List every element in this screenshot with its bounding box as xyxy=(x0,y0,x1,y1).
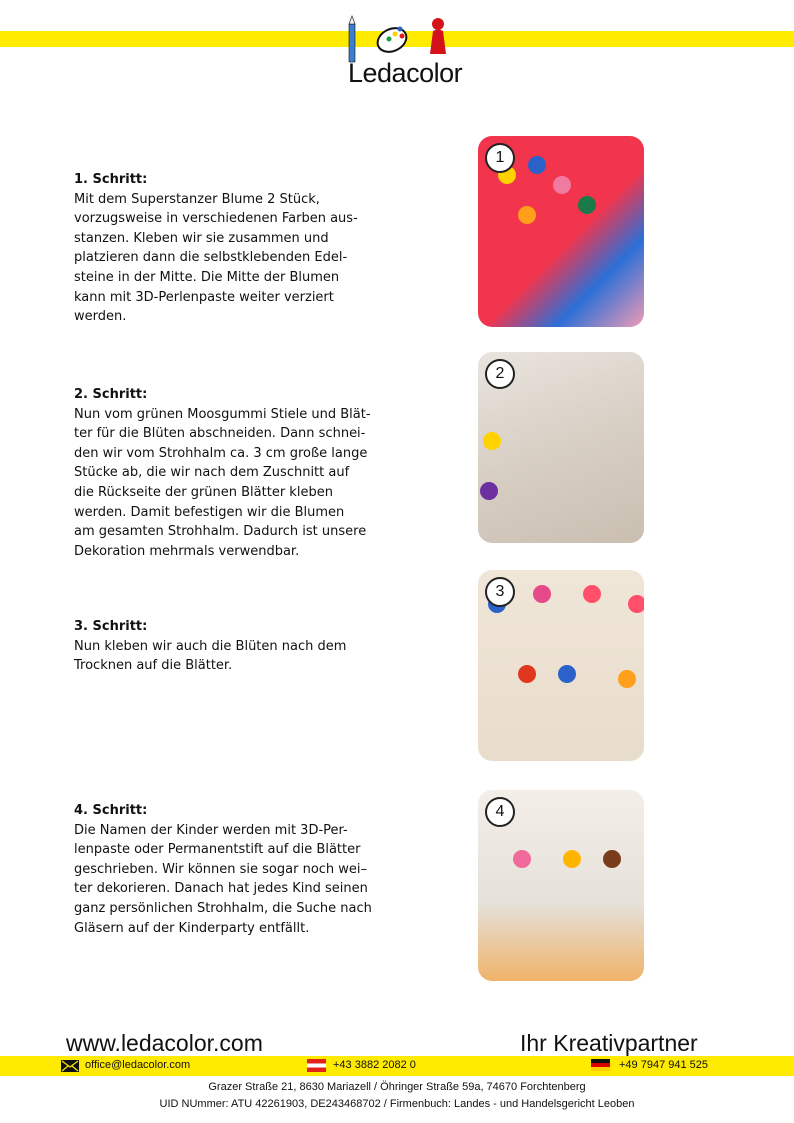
step-3 xyxy=(74,617,394,676)
step-text-line: Mit dem Superstanzer Blume 2 Stück, xyxy=(74,191,320,207)
step-2 xyxy=(74,385,394,561)
brand-name: Ledacolor xyxy=(348,58,463,88)
step-text-line: vorzugsweise in verschiedenen Farben aus- xyxy=(74,211,358,227)
flower-shape xyxy=(480,482,498,500)
step-text-line: den wir vom Strohhalm ca. 3 cm große lange xyxy=(74,445,368,461)
phone-austria: +43 3882 2082 0 xyxy=(333,1059,416,1071)
step-title: 3. Schritt: xyxy=(74,619,148,634)
step-title: 1. Schritt: xyxy=(74,172,148,187)
step-text-line: stanzen. Kleben wir sie zusammen und xyxy=(74,230,329,246)
palette-icon xyxy=(374,24,410,57)
step-text-line: geschrieben. Wir können sie sogar noch wei– xyxy=(74,861,368,877)
step-text-line: lenpaste oder Permanentstift auf die Blätter xyxy=(74,842,361,858)
flower-shape xyxy=(578,196,596,214)
step-4-photo xyxy=(478,790,644,981)
step-text-line: Die Namen der Kinder werden mit 3D-Per- xyxy=(74,822,348,838)
step-number-badge: 3 xyxy=(485,577,515,607)
step-text-line: ter für die Blüten abschneiden. Dann schnei- xyxy=(74,426,366,442)
flower-shape xyxy=(483,432,501,450)
step-1-photo xyxy=(478,136,644,327)
step-number-badge: 1 xyxy=(485,143,515,173)
step-text-line: Dekoration mehrmals verwendbar. xyxy=(74,543,300,559)
step-text-line: die Rückseite der grünen Blätter kleben xyxy=(74,484,333,500)
slogan: Ihr Kreativpartner xyxy=(520,1030,698,1056)
step-3-photo xyxy=(478,570,644,761)
step-number-badge: 2 xyxy=(485,359,515,389)
step-text-line: werden. xyxy=(74,309,127,325)
game-piece-icon xyxy=(430,18,446,54)
step-text-line: Nun kleben wir auch die Blüten nach dem xyxy=(74,638,347,654)
flower-shape xyxy=(563,850,581,868)
step-2-photo xyxy=(478,352,644,543)
step-text-line: kann mit 3D-Perlenpaste weiter verziert xyxy=(74,289,334,305)
flower-shape xyxy=(618,670,636,688)
austria-flag-icon xyxy=(307,1059,326,1072)
envelope-icon xyxy=(61,1060,79,1072)
phone-germany: +49 7947 941 525 xyxy=(619,1059,709,1071)
flower-shape xyxy=(583,585,601,603)
step-text-line: steine in der Mitte. Die Mitte der Blumen xyxy=(74,269,340,285)
flower-shape xyxy=(518,665,536,683)
step-text-line: Nun vom grünen Moosgummi Stiele und Blät- xyxy=(74,406,371,422)
step-number-badge: 4 xyxy=(485,797,515,827)
flower-shape xyxy=(518,206,536,224)
step-4 xyxy=(74,801,394,938)
legal-info: UID NUmmer: ATU 42261903, DE243468702 / Firmenbuch: Landes - und Handelsgericht Leoben xyxy=(159,1098,635,1110)
germany-flag-icon xyxy=(591,1059,610,1071)
flower-shape xyxy=(513,850,531,868)
step-text-line: ganz persönlichen Strohhalm, die Suche nach xyxy=(74,900,372,916)
website-link[interactable]: www.ledacolor.com xyxy=(66,1030,263,1056)
step-1 xyxy=(74,170,394,327)
step-text-line: platzieren dann die selbstklebenden Edel- xyxy=(74,250,348,266)
pencil-icon xyxy=(349,16,355,62)
step-text-line: Gläsern auf der Kinderparty entfällt. xyxy=(74,920,310,936)
flower-shape xyxy=(558,665,576,683)
step-title: 2. Schritt: xyxy=(74,387,148,402)
flower-shape xyxy=(533,585,551,603)
flower-shape xyxy=(603,850,621,868)
flower-shape xyxy=(553,176,571,194)
step-text-line: werden. Damit befestigen wir die Blumen xyxy=(74,504,345,520)
email-link[interactable]: office@ledacolor.com xyxy=(85,1059,191,1071)
address: Grazer Straße 21, 8630 Mariazell / Öhringer Straße 59a, 74670 Forchtenberg xyxy=(208,1081,586,1093)
step-text-line: Trocknen auf die Blätter. xyxy=(74,658,233,674)
step-text-line: am gesamten Strohhalm. Dadurch ist unsere xyxy=(74,524,367,540)
flower-shape xyxy=(628,595,644,613)
step-title: 4. Schritt: xyxy=(74,803,148,818)
step-text-line: Stücke ab, die wir nach dem Zuschnitt auf xyxy=(74,465,350,481)
flower-shape xyxy=(528,156,546,174)
step-text-line: ter dekorieren. Danach hat jedes Kind seinen xyxy=(74,881,368,897)
